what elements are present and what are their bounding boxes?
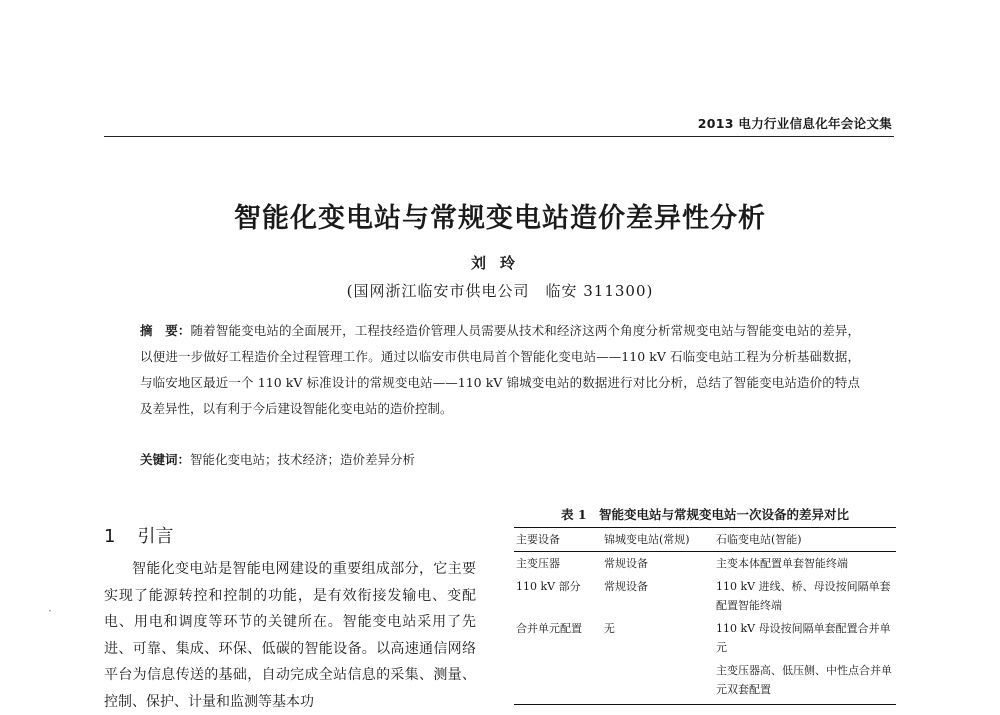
table-bottom-rule bbox=[514, 704, 896, 705]
comparison-table bbox=[514, 527, 896, 701]
keywords-text: 智能化变电站；技术经济；造价差异分析 bbox=[190, 452, 416, 467]
table-caption: 表 1 智能变电站与常规变电站一次设备的差异对比 bbox=[560, 507, 850, 522]
paper-affiliation: (国网浙江临安市供电公司 临安 311300) bbox=[346, 282, 654, 300]
table-cell: 主变压器 bbox=[516, 557, 560, 570]
running-header: 2013 电力行业信息化年会论文集 bbox=[697, 116, 892, 131]
section-number: 1 bbox=[104, 526, 116, 547]
table-cell: 主变本体配置单套智能终端 bbox=[716, 557, 848, 570]
table-header-row bbox=[514, 528, 896, 552]
table-row bbox=[514, 552, 896, 576]
section-body: 智能化变电站是智能电网建设的重要组成部分，它主要实现了能源转控和控制的功能，是有效衔接发输电、变配电、用电和调度等环节的关键所在。智能变电站采用了先进、可靠、集成、环保、低碳的智能设备。以高速通信网络平台为信息传送的基础，自动完成全站信息的采集、测量、控制、保护、计量和监测等基本功 bbox=[104, 561, 476, 710]
table-row bbox=[514, 617, 896, 659]
table-cell: 110 kV 部分 bbox=[516, 580, 581, 593]
table-header-cell: 石临变电站(智能) bbox=[714, 528, 896, 552]
header-rule bbox=[104, 136, 894, 137]
paper-author: 刘玲 bbox=[470, 254, 529, 272]
table-cell: 合并单元配置 bbox=[516, 622, 582, 635]
abstract-text: 随着智能变电站的全面展开，工程技经造价管理人员需要从技术和经济这两个角度分析常规变电站与智能变电站的差异，以便进一步做好工程造价全过程管理工作。通过以临安市供电局首个智能化变电站——110 kV 石临变电站工程为分析基础数据，与临安地区最近一个 110 kV 标准设计的常规变电站——110 kV 锦城变电站的数据进行对比分析，总结了智能变电站造价的特点及差异性，以有利于今后建设智能化变电站的造价控制。 bbox=[140, 323, 860, 416]
keywords bbox=[140, 450, 860, 468]
margin-mark: · bbox=[48, 604, 52, 618]
section-title: 引言 bbox=[137, 526, 174, 547]
section-heading bbox=[104, 522, 173, 548]
table-cell: 110 kV 进线、桥、母设按间隔单套配置智能终端 bbox=[716, 580, 891, 612]
table-header-cell: 锦城变电站(常规) bbox=[602, 528, 714, 552]
abstract bbox=[140, 318, 860, 422]
table-cell: 无 bbox=[604, 622, 615, 635]
table-cell: 主变压器高、低压侧、中性点合并单元双套配置 bbox=[716, 664, 892, 696]
table-row bbox=[514, 659, 896, 701]
table-cell: 常规设备 bbox=[604, 580, 648, 593]
table-cell bbox=[602, 659, 714, 701]
table-cell bbox=[514, 659, 602, 701]
table-header-cell: 主要设备 bbox=[514, 528, 602, 552]
abstract-label: 摘 要： bbox=[140, 323, 191, 338]
paper-title: 智能化变电站与常规变电站造价差异性分析 bbox=[234, 203, 766, 234]
table-cell: 110 kV 母设按间隔单套配置合并单元 bbox=[716, 622, 891, 654]
keywords-label: 关键词： bbox=[140, 452, 191, 467]
table-cell: 常规设备 bbox=[604, 557, 648, 570]
table-row bbox=[514, 575, 896, 617]
